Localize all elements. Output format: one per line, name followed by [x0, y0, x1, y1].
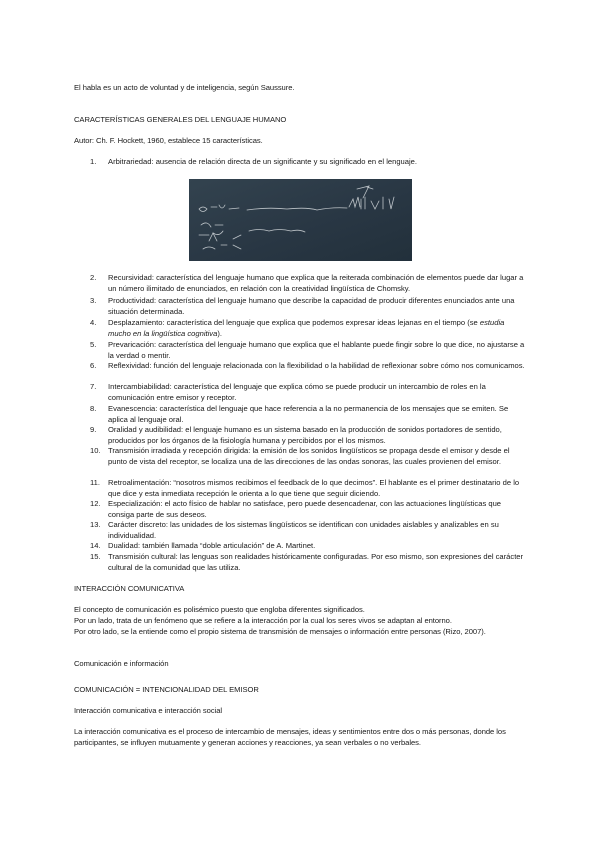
- subheading-intentionality: COMUNICACIÓN = INTENCIONALIDAD DEL EMISOR: [74, 685, 259, 694]
- author-line: Autor: Ch. F. Hockett, 1960, establece 15 características.: [74, 136, 263, 145]
- paragraph-line: Por otro lado, se la entiende como el propio sistema de transmisión de mensajes o información entre personas (Rizo, 2007).: [74, 627, 486, 636]
- list-item: 9. Oralidad y audibilidad: el lenguaje humano es un sistema basado en la producción de sonidos portadores de sentido, producidos por los órganos de la fisiología humana y percibidos por el los mismos.: [90, 425, 502, 445]
- list-item: 4. Desplazamiento: característica del lenguaje que explica que podemos expresar ideas lejanas en el tiempo (se estudia mucho en la lingüística cognitiva).: [90, 318, 505, 338]
- closing-paragraph: La interacción comunicativa es el proceso de intercambio de mensajes, ideas y sentimientos entre dos o más personas, donde los participantes, se influyen mutuamente y generan acciones y reacciones, ya sean verbales o no verbales.: [74, 727, 506, 747]
- list-item: 2. Recursividad: característica del lenguaje humano que explica que la reiterada combinación de elementos puede dar lugar a un número ilimitado de enunciados, en relación con la creatividad lingüística de Chomsky.: [90, 273, 524, 293]
- section-title-characteristics: CARACTERÍSTICAS GENERALES DEL LENGUAJE HUMANO: [74, 115, 287, 124]
- list-item: 1. Arbitrariedad: ausencia de relación directa de un significante y su significado en el lenguaje.: [90, 157, 418, 166]
- intro-text: El habla es un acto de voluntad y de inteligencia, según Saussure.: [74, 83, 295, 92]
- section-title-interaction: INTERACCIÓN COMUNICATIVA: [74, 584, 185, 593]
- list-item: 14. Dualidad: también llamada “doble articulación” de A. Martinet.: [90, 541, 316, 550]
- list-item: 15. Transmisión cultural: las lenguas son realidades históricamente configuradas. Por eso mismo, son expresiones del carácter cultural de la comunidad que las utiliza.: [90, 552, 524, 572]
- list-item: 13. Carácter discreto: las unidades de los sistemas lingüísticos se identifican con unidades aislables y analizables en su individualidad.: [90, 520, 499, 540]
- subheading-interaction: Interacción comunicativa e interacción social: [74, 706, 223, 715]
- list-item: 5. Prevaricación: característica del lenguaje humano que explica que el hablante puede fingir sobre lo que dice, no ajustarse a la verdad o mentir.: [90, 340, 525, 360]
- list-item: 12. Especialización: el acto físico de hablar no satisface, pero puede desencadenar, con las actuaciones lingüísticas que consiga parte de sus deseos.: [90, 499, 502, 519]
- list-item: 6. Reflexividad: función del lenguaje relacionada con la flexibilidad o la habilidad de reflexionar sobre cómo nos comunicamos.: [90, 361, 525, 370]
- list-item: 11. Retroalimentación: “nosotros mismos recibimos el feedback de lo que decimos”. El hablante es el primer destinatario de lo que dice y esta inmediata recepción le orienta a lo que tiene que seguir diciendo.: [90, 478, 520, 498]
- list-item: 10. Transmisión irradiada y recepción dirigida: la emisión de los sonidos lingüísticos se propaga desde el emisor y desde el punto de vista del receptor, se localiza una de las direcciones de las ondas sonoras, las cuales provienen del emisor.: [90, 446, 510, 466]
- list-item: 3. Productividad: característica del lenguaje humano que describe la capacidad de producir diferentes enunciados ante una situación determinada.: [90, 296, 515, 316]
- list-item: 7. Intercambiabilidad: característica del lenguaje que explica cómo se puede producir un intercambio de roles en la comunicación entre emisor y receptor.: [90, 382, 486, 402]
- chalkboard-image: [189, 179, 412, 261]
- subheading-communication-information: Comunicación e información: [74, 659, 169, 668]
- list-item: 8. Evanescencia: característica del lenguaje que hace referencia a la no permanencia de los mensajes que se emiten. Se aplica al lenguaje oral.: [90, 404, 509, 424]
- paragraph-line: El concepto de comunicación es polisémico puesto que engloba diferentes significados.: [74, 605, 365, 614]
- paragraph-line: Por un lado, trata de un fenómeno que se refiere a la interacción por la cual los seres vivos se adaptan al entorno.: [74, 616, 452, 625]
